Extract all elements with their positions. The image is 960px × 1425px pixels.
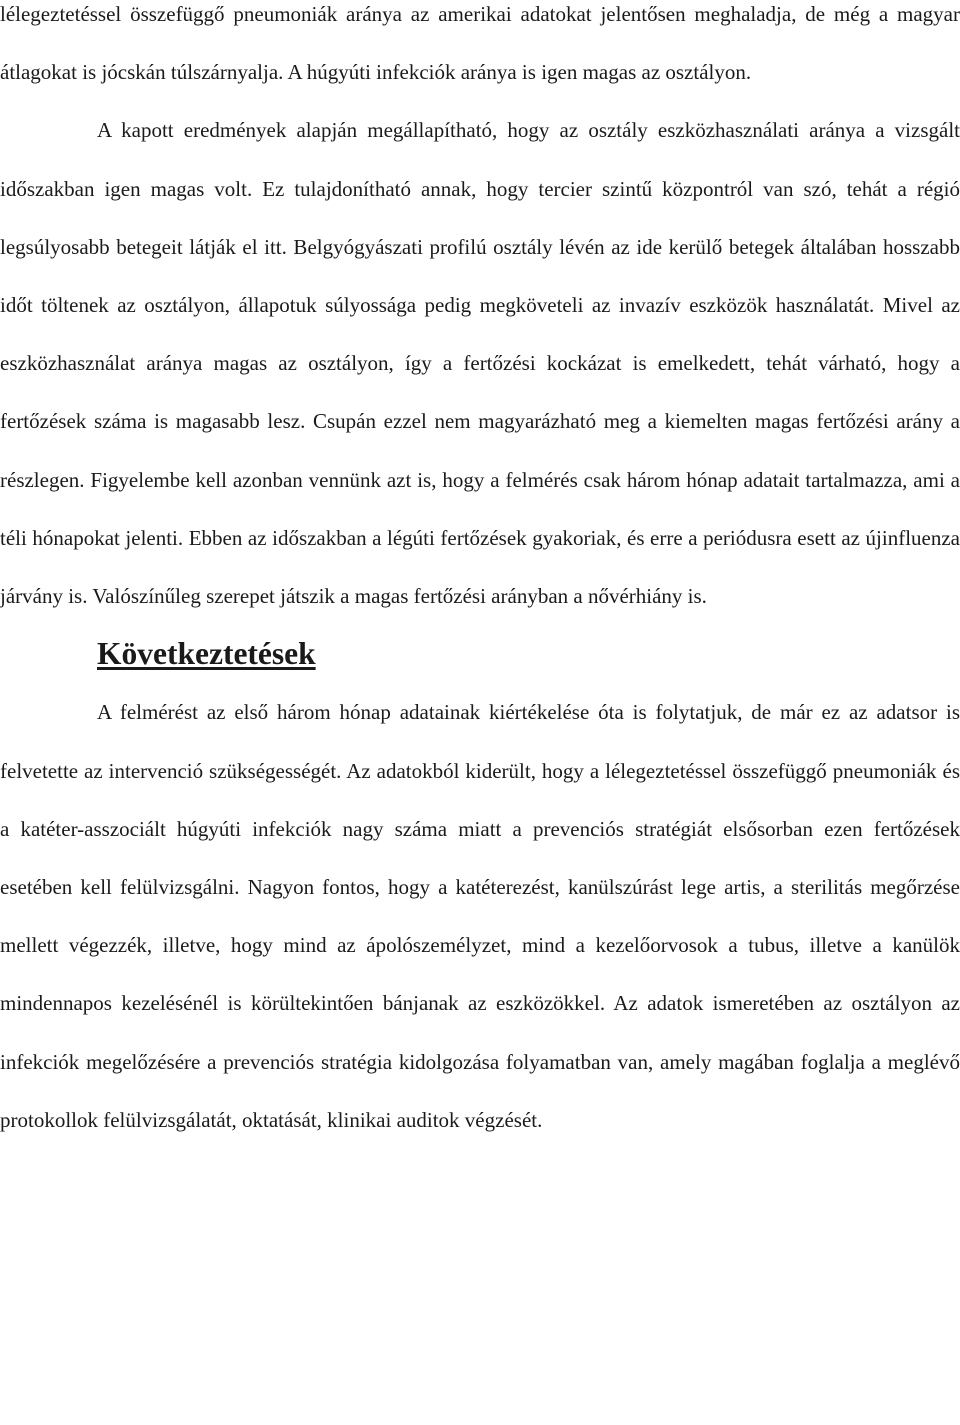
section-heading: Következtetések: [97, 636, 316, 672]
body-paragraph: A kapott eredmények alapján megállapítható, hogy az osztály eszközhasználati aránya a vizsgált időszakban igen magas volt. Ez tulajdonítható annak, hogy tercier szintű központról van szó, tehát a régió legsúlyosabb betegeit látják el itt. Belgyógyászati profilú osztály lévén az ide kerülő betegek általában hosszabb időt töltenek az osztályon, állapotuk súlyossága pedig megköveteli az invazív eszközök használatát. Mivel az eszközhasználat aránya magas az osztályon, így a fertőzési kockázat is emelkedett, tehát várható, hogy a fertőzések száma is magasabb lesz. Csupán ezzel nem magyarázható meg a kiemelten magas fertőzési arány a részlegen. Figyelembe kell azonban vennünk azt is, hogy a felmérés csak három hónap adatait tartalmazza, ami a téli hónapokat jelenti. Ebben az időszakban a légúti fertőzések gyakoriak, és erre a periódusra esett az újinfluenza járvány is. Valószínűleg szerepet játszik a magas fertőzési arányban a nővérhiány is.: [0, 118, 960, 609]
body-paragraph: A felmérést az első három hónap adatainak kiértékelése óta is folytatjuk, de már ez az adatsor is felvetette az intervenció szükségességét. Az adatokból kiderült, hogy a lélegeztetéssel összefüggő pneumoniák és a katéter-asszociált húgyúti infekciók nagy száma miatt a prevenciós stratégiát elsősorban ezen fertőzések esetében kell felülvizsgálni. Nagyon fontos, hogy a katéterezést, kanülszúrást lege artis, a sterilitás megőrzése mellett végezzék, illetve, hogy mind az ápolószemélyzet, mind a kezelőorvosok a tubus, illetve a kanülök mindennapos kezelésénél is körültekintően bánjanak az eszközökkel. Az adatok ismeretében az osztályon az infekciók megelőzésére a prevenciós stratégia kidolgozása folyamatban van, amely magában foglalja a meglévő protokollok felülvizsgálatát, oktatását, klinikai auditok végzését.: [0, 700, 960, 1132]
body-paragraph: lélegeztetéssel összefüggő pneumoniák aránya az amerikai adatokat jelentősen meghaladja, de még a magyar átlagokat is jócskán túlszárnyalja. A húgyúti infekciók aránya is igen magas az osztályon.: [0, 2, 960, 85]
